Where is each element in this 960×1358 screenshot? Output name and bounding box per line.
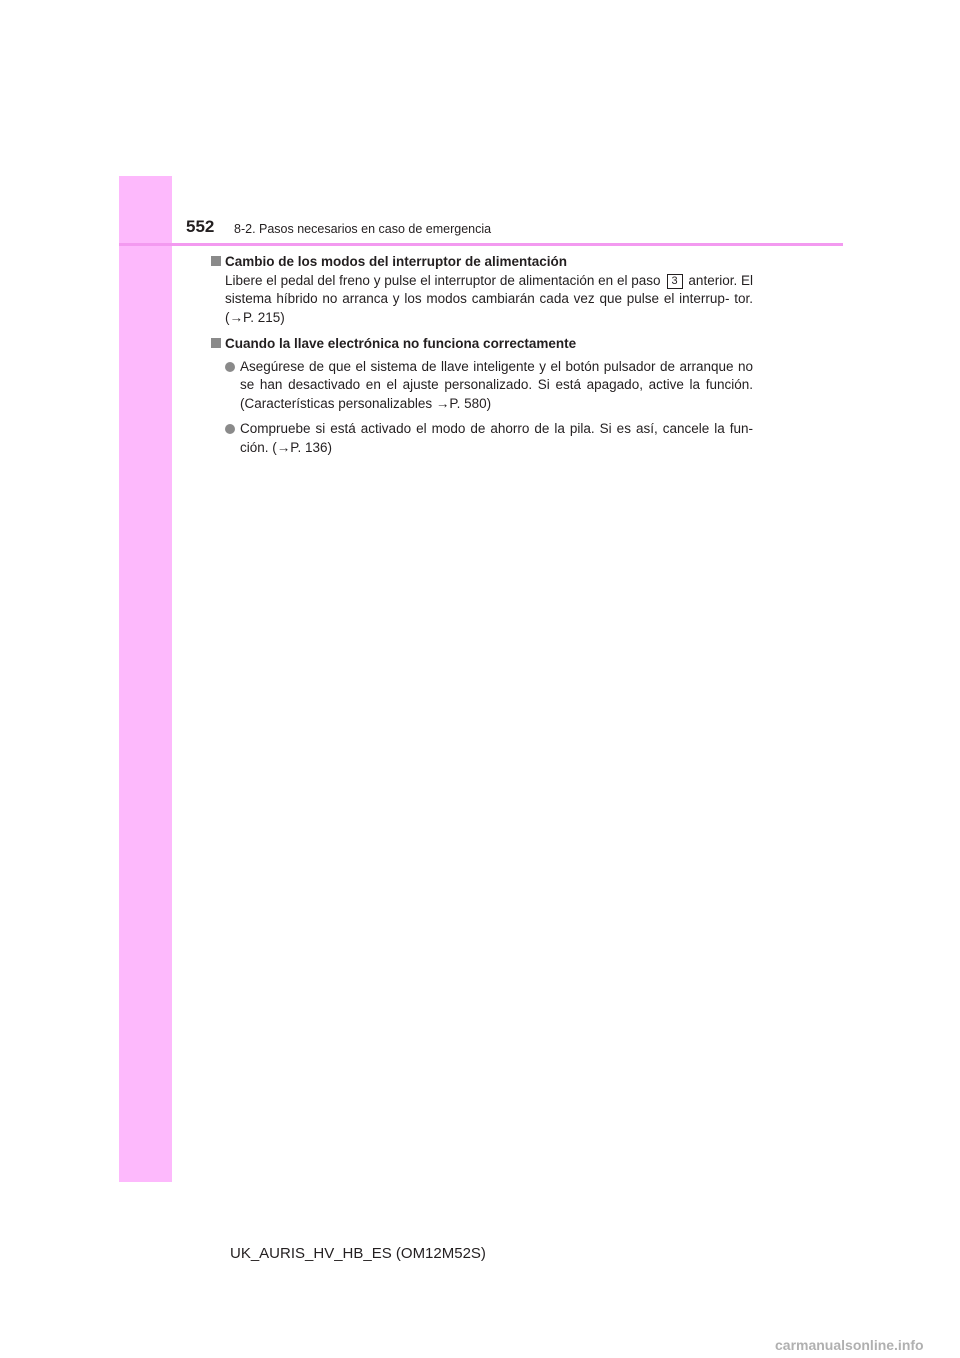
- list-item: [211, 358, 753, 414]
- page-number: 552: [186, 217, 215, 236]
- circle-bullet-icon: [225, 362, 235, 372]
- section-heading-text: Cuando la llave electrónica no funciona correctamente: [225, 336, 577, 351]
- circle-bullet-icon: [225, 424, 235, 434]
- section-heading-text: Cambio de los modos del interruptor de alimentación: [225, 254, 568, 269]
- section-power-switch-modes: [211, 253, 753, 327]
- square-bullet-icon: [211, 338, 221, 348]
- footer-doc-code: UK_AURIS_HV_HB_ES (OM12M52S): [230, 1245, 486, 1262]
- section-electronic-key-malfunction: [211, 335, 753, 457]
- header-rule: [119, 243, 843, 246]
- watermark: carmanualsonline.info: [775, 1337, 924, 1353]
- list-item-text: Compruebe si está activado el modo de ahorro de la pila. Si es así, cancele la fun- ción. (→P. 136): [240, 421, 753, 455]
- paragraph-text: El sistema híbrido no arranca y los modos cambiarán cada vez que pulse el interrup- tor. (→P. 215): [225, 272, 753, 325]
- section-paragraph: [211, 272, 753, 328]
- section-heading: [211, 253, 753, 272]
- list-item-text: Asegúrese de que el sistema de llave inteligente y el botón pulsador de arranque no se han desactivado en el ajuste personalizado. Si está apagado, active la función. (Características personalizables →P. 580): [240, 358, 753, 411]
- side-color-band: [119, 176, 172, 1182]
- paragraph-text: Libere el pedal del freno y pulse el interruptor de alimentación en el paso: [225, 272, 661, 288]
- step-reference-box: 3: [667, 274, 683, 289]
- list-item: [211, 420, 753, 457]
- paragraph-text: anterior.: [688, 272, 738, 288]
- section-heading: [211, 335, 753, 354]
- page-content: [211, 253, 753, 465]
- square-bullet-icon: [211, 256, 221, 266]
- section-title: 8-2. Pasos necesarios en caso de emergencia: [234, 222, 492, 236]
